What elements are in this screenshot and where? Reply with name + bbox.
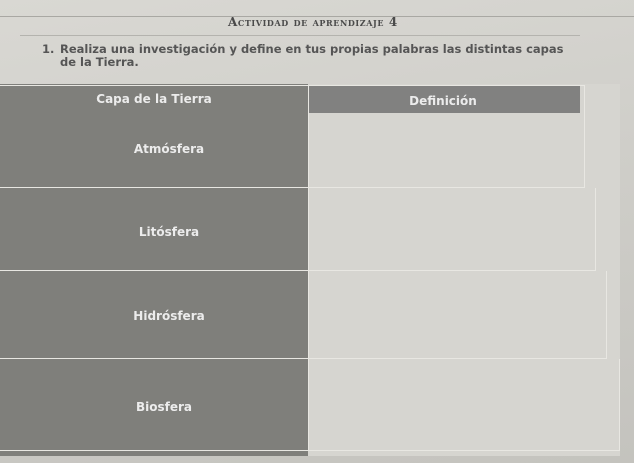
earth-layers-table xyxy=(0,84,620,456)
column-divider xyxy=(308,85,309,451)
right-border-row-3 xyxy=(606,271,607,359)
layer-name-hidrosfera: Hidrósfera xyxy=(133,309,205,323)
row-divider-3 xyxy=(0,358,606,359)
instruction-number: 1. xyxy=(42,42,55,56)
table-top-border xyxy=(0,85,585,86)
instruction xyxy=(42,43,582,69)
table-bottom-border xyxy=(0,450,620,451)
right-border-row-4 xyxy=(619,359,620,451)
layer-column-header: Capa de la Tierra xyxy=(96,92,212,106)
title-underline xyxy=(20,35,580,36)
row-divider-2 xyxy=(0,270,595,271)
layer-name-litosfera: Litósfera xyxy=(138,225,200,239)
row-divider-1 xyxy=(0,187,584,188)
definition-column-header: Definición xyxy=(409,94,477,108)
layer-name-atmosfera: Atmósfera xyxy=(133,142,205,156)
right-border-row-2 xyxy=(595,188,596,271)
layer-name-biosfera: Biosfera xyxy=(135,400,193,414)
activity-title: Actividad de aprendizaje 4 xyxy=(228,15,398,29)
instruction-text: Realiza una investigación y define en tus propias palabras las distintas capas de la Tierra. xyxy=(60,42,564,69)
right-border-row-1 xyxy=(584,85,585,188)
